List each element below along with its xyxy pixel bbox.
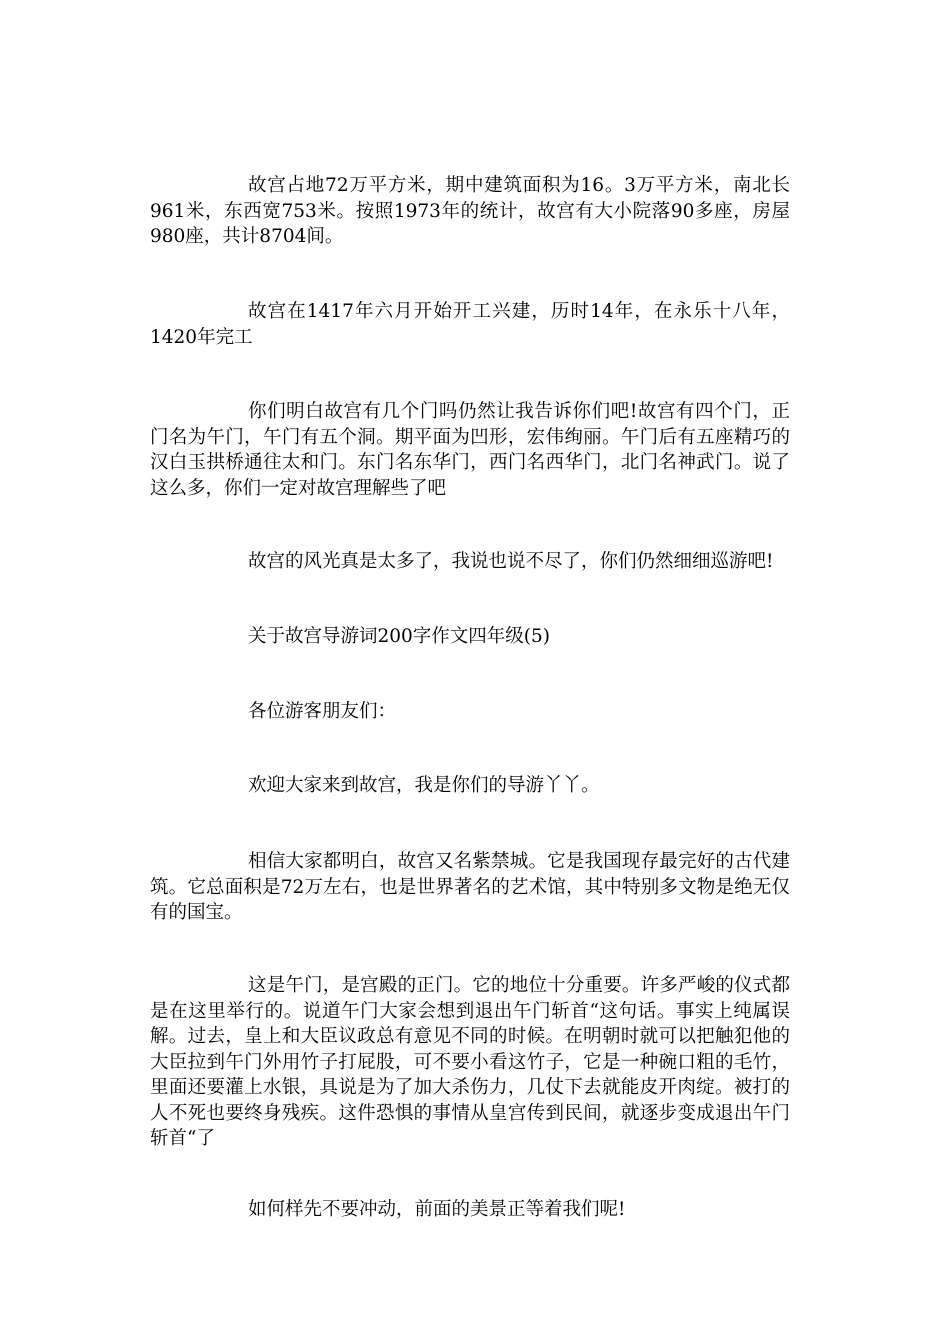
- paragraph-scenery-closing: 故宫的风光真是太多了，我说也说不尽了，你们仍然细细巡游吧!: [248, 551, 774, 572]
- paragraph-palace-area: 故宫占地72万平方米，期中建筑面积为16。3万平方米，南北长961米，东西宽753米。按照1973年的统计，故宫有大小院落90多座，房屋980座，共计8704间。: [150, 175, 790, 247]
- paragraph-construction-history: 故宫在1417年六月开始开工兴建，历时14年，在永乐十八年，1420年完工: [150, 301, 790, 348]
- section-heading: 关于故宫导游词200字作文四年级(5): [248, 626, 551, 647]
- paragraph-greeting: 各位游客朋友们：: [248, 701, 397, 722]
- paragraph-palace-gates: 你们明白故宫有几个门吗仍然让我告诉你们吧!故宫有四个门，正门名为午门，午门有五个洞。期平面为凹形，宏伟绚丽。午门后有五座精巧的汉白玉拱桥通往太和门。东门名东华门，西门名西华门，北门名神武门。说了这么多，你们一定对故宫理解些了吧: [150, 401, 790, 499]
- paragraph-move-on: 如何样先不要冲动，前面的美景正等着我们呢!: [248, 1199, 626, 1220]
- paragraph-meridian-gate: 这是午门，是宫殿的正门。它的地位十分重要。许多严峻的仪式都是在这里举行的。说道午门大家会想到退出午门斩首“这句话。事实上纯属误解。过去，皇上和大臣议政总有意见不同的时候。在明朝时就可以把触犯他的大臣拉到午门外用竹子打屁股，可不要小看这竹子，它是一种碗口粗的毛竹，里面还要灌上水银，具说是为了加大杀伤力，几仗下去就能皮开肉绽。被打的人不死也要终身残疾。这件恐惧的事情从皇宫传到民间，就逐步变成退出午门斩首“了: [150, 975, 790, 1149]
- paragraph-forbidden-city: 相信大家都明白，故宫又名紫禁城。它是我国现存最完好的古代建筑。它总面积是72万左右，也是世界著名的艺术馆，其中特别多文物是绝无仅有的国宝。: [150, 851, 790, 923]
- paragraph-welcome: 欢迎大家来到故宫，我是你们的导游丫丫。: [248, 775, 600, 796]
